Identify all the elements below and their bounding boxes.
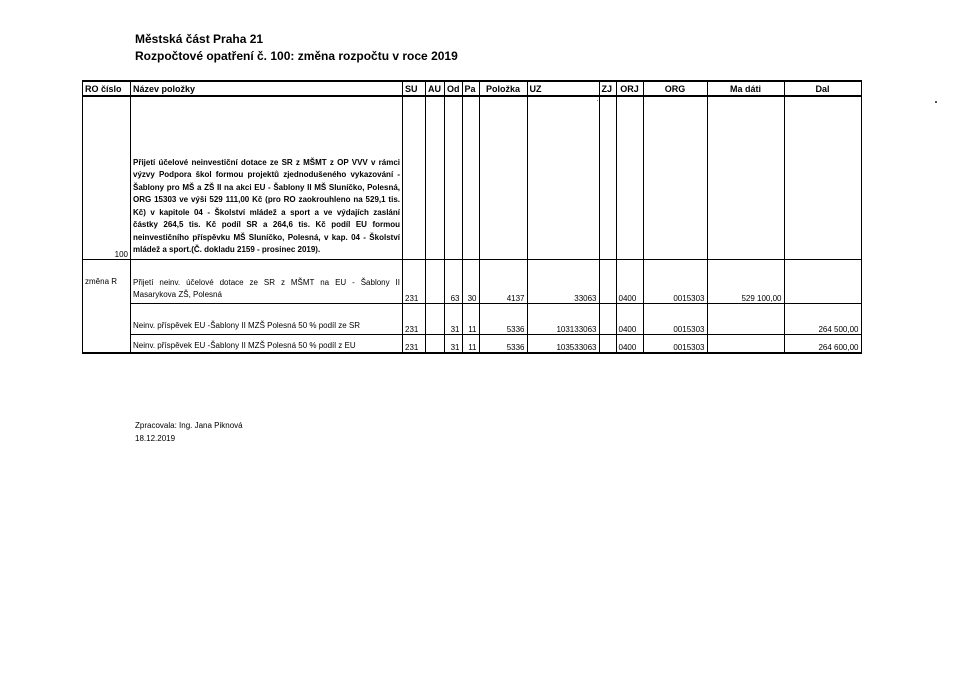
cell-ma-dati [707, 334, 784, 353]
col-header-uz: UZ [527, 81, 599, 96]
cell-name [131, 303, 403, 334]
cell-su: 231 [403, 259, 426, 303]
cell-uz: 103133063 [527, 303, 599, 334]
cell-dal [784, 259, 861, 303]
col-header-org: ORG [643, 81, 707, 96]
col-header-name: Název položky [131, 81, 403, 96]
cell-su: 231 [403, 334, 426, 353]
cell-od: 63 [445, 259, 463, 303]
col-header-pa: Pa [462, 81, 479, 96]
cell-ma-dati [707, 96, 784, 259]
cell-orj: 0400 [616, 259, 643, 303]
document-footer [135, 419, 243, 445]
cell-name [131, 259, 403, 303]
cell-org [643, 96, 707, 259]
cell-name [131, 96, 403, 259]
cell-od: 31 [445, 334, 463, 353]
cell-od: 31 [445, 303, 463, 334]
cell-au [426, 303, 445, 334]
cell-polozka: 5336 [479, 334, 527, 353]
document-title: Městská část Praha 21 [135, 32, 264, 46]
cell-name [131, 334, 403, 353]
prepared-by: Zpracovala: Ing. Jana Piknová [135, 421, 243, 430]
cell-zj [599, 334, 616, 353]
cell-od [445, 96, 463, 259]
cell-au [426, 96, 445, 259]
cell-su [403, 96, 426, 259]
item-description: Neinv. příspěvek EU -Šablony II MZŠ Polesná 50 % podíl z EU [133, 340, 356, 350]
scan-speck [935, 101, 937, 103]
col-header-dal: Dal [784, 81, 861, 96]
document-date: 18.12.2019 [135, 434, 176, 443]
col-header-orj: ORJ [616, 81, 643, 96]
cell-org: 0015303 [643, 259, 707, 303]
table-row [83, 334, 862, 353]
cell-zj [599, 259, 616, 303]
cell-uz: 103533063 [527, 334, 599, 353]
cell-orj [616, 96, 643, 259]
document-header [135, 31, 458, 65]
col-header-su: SU [403, 81, 426, 96]
cell-pa: 11 [462, 334, 479, 353]
item-description: Neinv. příspěvek EU -Šablony II MZŠ Polesná 50 % podíl ze SR [133, 321, 361, 330]
cell-ma-dati [707, 303, 784, 334]
scan-speck [597, 100, 598, 101]
cell-uz: 33063 [527, 259, 599, 303]
cell-au [426, 334, 445, 353]
col-header-au: AU [426, 81, 445, 96]
cell-pa [462, 96, 479, 259]
budget-table [82, 80, 862, 354]
cell-ma-dati: 529 100,00 [707, 259, 784, 303]
cell-orj: 0400 [616, 334, 643, 353]
cell-ro: změna R [83, 259, 131, 303]
col-header-ro: RO číslo [83, 81, 131, 96]
cell-polozka: 5336 [479, 303, 527, 334]
item-description: Přijetí neinv. účelové dotace ze SR z MŠMT na EU - Šablony II Masarykova ZŠ, Polesná [133, 277, 400, 299]
cell-zj [599, 96, 616, 259]
cell-org: 0015303 [643, 303, 707, 334]
cell-dal: 264 500,00 [784, 303, 861, 334]
item-description: Přijetí účelové neinvestiční dotace ze SR z MŠMT z OP VVV v rámci výzvy Podpora škol formou projektů zjednodušeného vykazování - Šablony pro MŠ a ZŠ II na akci EU - Šablony II MŠ Sluníčko, Polesná, ORG 15303 ve výši 529 111,00 Kč (pro RO zaokrouhleno na 529,1 tis. Kč) v kapitole 04 - Školství mládež a sport a ve výdajích zaslání částky 264,5 tis. Kč podíl SR a 264,6 tis. Kč podíl EU formou neinvestičního příspěvku MŠ Sluníčko, Polesná, v kap. 04 - Školství mládež a sport.(Č. dokladu 2159 - prosinec 2019). [133, 157, 400, 254]
table-row [83, 303, 862, 334]
cell-polozka: 4137 [479, 259, 527, 303]
cell-pa: 30 [462, 259, 479, 303]
cell-polozka [479, 96, 527, 259]
cell-zj [599, 303, 616, 334]
cell-ro [83, 303, 131, 334]
cell-au [426, 259, 445, 303]
document-subtitle: Rozpočtové opatření č. 100: změna rozpočtu v roce 2019 [135, 49, 458, 63]
col-header-zj: ZJ [599, 81, 616, 96]
table-header-row [83, 81, 862, 96]
cell-dal [784, 96, 861, 259]
cell-dal: 264 600,00 [784, 334, 861, 353]
cell-pa: 11 [462, 303, 479, 334]
col-header-od: Od [445, 81, 463, 96]
cell-orj: 0400 [616, 303, 643, 334]
cell-org: 0015303 [643, 334, 707, 353]
cell-su: 231 [403, 303, 426, 334]
col-header-ma-dati: Ma dáti [707, 81, 784, 96]
cell-uz [527, 96, 599, 259]
table-row [83, 96, 862, 259]
cell-ro [83, 334, 131, 353]
cell-ro: 100 [83, 96, 131, 259]
col-header-polozka: Položka [479, 81, 527, 96]
table-row [83, 259, 862, 303]
